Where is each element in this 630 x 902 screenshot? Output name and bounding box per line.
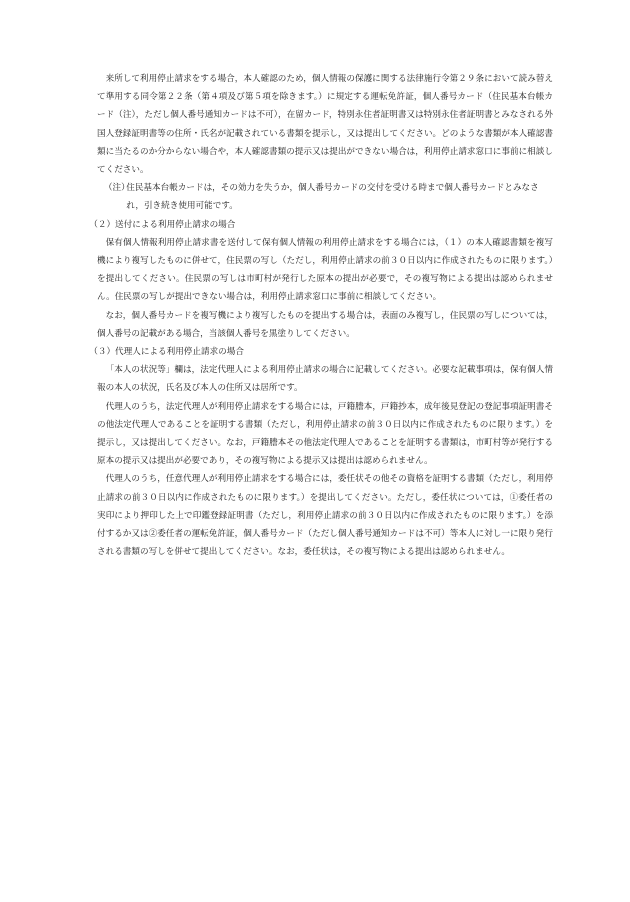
paragraph-identity-verification: 来所して利用停止請求をする場合，本人確認のため，個人情報の保護に関する法律施行令第２９条において読み替えて準用する同令第２２条（第４項及び第５項を除きます。）に規定する運転免許証，個人番号カード（住民基本台帳カード（注），ただし個人番号通知カードは不可），在留カード，特別永住者証明書又は特別永住者証明書とみなされる外国人登録証明書等の住所・氏名が記載されている書類を提示し，又は提出してください。どのような書類が本人確認書類に当たるのか分からない場合や，本人確認書類の提示又は提出ができない場合は，利用停止請求窓口に事前に相談してください。: [97, 74, 553, 176]
paragraph-principal-status: 「本人の状況等」欄は，法定代理人による利用停止請求の場合に記載してください。必要な記載事項は，保有個人情報の本人の状況，氏名及び本人の住所又は居所です。: [97, 365, 553, 394]
section-heading-mail-request: （２）送付による利用停止請求の場合: [89, 219, 236, 230]
paragraph-voluntary-agent: 代理人のうち，任意代理人が利用停止請求をする場合には，委任状その他その資格を証明する書類（ただし，利用停止請求の前３０日以内に作成されたものに限ります。）を提出してください。ただし，委任状については，①委任者の実印により押印した上で印鑑登録証明書（ただし，利用停止請求の前３０日以内に作成されたものに限ります。）を添付するか又は②委任者の運転免許証，個人番号カード（ただし個人番号通知カードは不可）等本人に対し一に限り発行される書類の写しを併せて提出してください。なお，委任状は，その複写物による提出は認められません。: [97, 474, 553, 558]
document-body: [89, 70, 553, 561]
note-label: （注）: [103, 183, 130, 194]
note-basic-resident-card: [97, 179, 553, 215]
section-heading-agent-request: （３）代理人による利用停止請求の場合: [89, 347, 244, 358]
paragraph-mail-request-note: なお，個人番号カードを複写機により複写したものを提出する場合は，表面のみ複写し，住民票の写しについては，個人番号の記載がある場合，当該個人番号を黒塗りしてください。: [97, 310, 553, 339]
note-text: 住民基本台帳カードは，その効力を失うか，個人番号カードの交付を受ける時まで個人番号カードとみなされ，引き続き使用可能です。: [126, 183, 539, 212]
paragraph-mail-request: 保有個人情報利用停止請求書を送付して保有個人情報の利用停止請求をする場合には，（１）の本人確認書類を複写機により複写したものに併せて，住民票の写し（ただし，利用停止請求の前３０日以内に作成されたものに限ります。）を提出してください。住民票の写しは市町村が発行した原本の提出が必要で，その複写物による提出は認められません。住民票の写しが提出できない場合は，利用停止請求窓口に事前に相談してください。: [97, 237, 553, 303]
paragraph-legal-agent: 代理人のうち，法定代理人が利用停止請求をする場合には，戸籍謄本，戸籍抄本，成年後見登記の登記事項証明書その他法定代理人であることを証明する書類（ただし，利用停止請求の前３０日以内に作成されたものに限ります。）を提示し，又は提出してください。なお，戸籍謄本その他法定代理人であることを証明する書類は，市町村等が発行する原本の提示又は提出が必要であり，その複写物による提示又は提出は認められません。: [97, 401, 553, 467]
